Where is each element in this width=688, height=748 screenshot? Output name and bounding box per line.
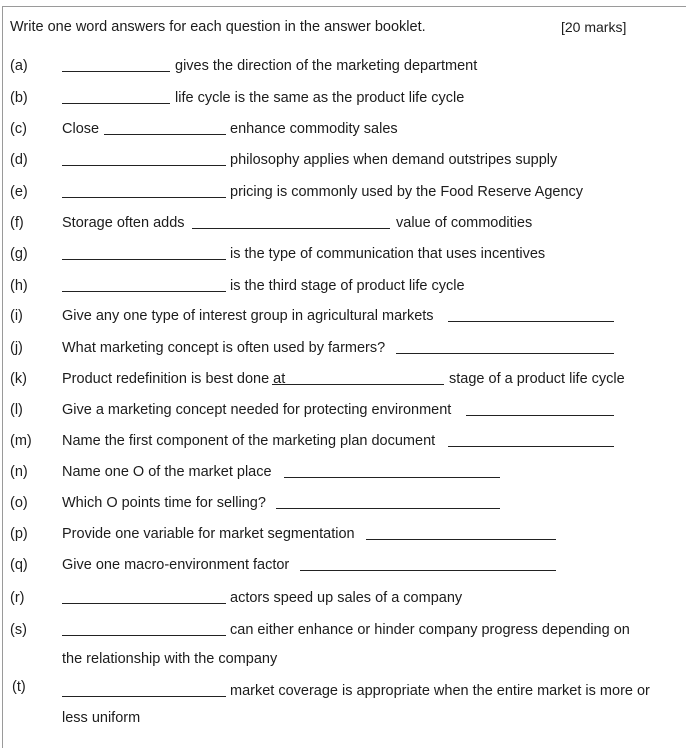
question-label: (l) <box>10 402 23 418</box>
question-label: (s) <box>10 622 27 638</box>
question-text: Provide one variable for market segmentation <box>62 526 355 542</box>
question-text: stage of a product life cycle <box>449 371 625 387</box>
question-text: gives the direction of the marketing department <box>175 58 478 74</box>
question-label: (m) <box>10 433 32 449</box>
question-label: (j) <box>10 340 23 356</box>
question-label: (e) <box>10 184 28 200</box>
question-m <box>0 433 688 455</box>
question-continuation: the relationship with the company <box>62 651 278 667</box>
answer-blank <box>300 570 556 571</box>
question-text: Name one O of the market place <box>62 464 272 480</box>
question-label: (g) <box>10 246 28 262</box>
question-label: (b) <box>10 90 28 106</box>
question-text: What marketing concept is often used by farmers? <box>62 340 386 356</box>
question-l <box>0 402 688 424</box>
answer-blank <box>276 508 500 509</box>
question-k <box>0 371 688 393</box>
answer-blank <box>62 635 226 636</box>
question-n <box>0 464 688 486</box>
question-text: is the third stage of product life cycle <box>230 278 465 294</box>
question-s <box>0 622 688 644</box>
answer-blank <box>104 134 226 135</box>
question-text: actors speed up sales of a company <box>230 590 463 606</box>
instruction-text: Write one word answers for each question in the answer booklet. <box>10 19 426 35</box>
answer-blank <box>366 539 556 540</box>
question-o <box>0 495 688 517</box>
question-text: philosophy applies when demand outstripes supply <box>230 152 558 168</box>
question-c <box>0 121 688 143</box>
question-prefix: Close <box>62 121 100 137</box>
question-q <box>0 557 688 579</box>
answer-blank <box>284 477 500 478</box>
question-b <box>0 90 688 112</box>
answer-blank <box>62 259 226 260</box>
question-text: Give a marketing concept needed for protecting environment <box>62 402 452 418</box>
question-label: (i) <box>10 308 23 324</box>
question-d <box>0 152 688 174</box>
question-label: (q) <box>10 557 28 573</box>
answer-blank <box>62 291 226 292</box>
question-text: can either enhance or hinder company progress depending on <box>230 622 630 638</box>
answer-blank <box>62 103 170 104</box>
answer-blank <box>272 384 444 385</box>
question-label: (k) <box>10 371 27 387</box>
answer-blank <box>396 353 614 354</box>
question-label: (d) <box>10 152 28 168</box>
question-text: pricing is commonly used by the Food Reserve Agency <box>230 184 584 200</box>
question-t <box>0 679 688 705</box>
question-a <box>0 58 688 80</box>
question-f <box>0 215 688 237</box>
question-text: is the type of communication that uses incentives <box>230 246 546 262</box>
question-label: (h) <box>10 278 28 294</box>
question-text: enhance commodity sales <box>230 121 398 137</box>
question-label: (r) <box>10 590 25 606</box>
answer-blank <box>448 321 614 322</box>
question-label: (c) <box>10 121 27 137</box>
answer-blank <box>62 165 226 166</box>
answer-blank <box>62 696 226 697</box>
question-i <box>0 308 688 330</box>
answer-blank <box>62 603 226 604</box>
question-h <box>0 278 688 300</box>
question-e <box>0 184 688 206</box>
question-text: Give any one type of interest group in agricultural markets <box>62 308 434 324</box>
question-label: (a) <box>10 58 28 74</box>
question-text: Which O points time for selling? <box>62 495 266 511</box>
question-label: (n) <box>10 464 28 480</box>
answer-blank <box>448 446 614 447</box>
question-g <box>0 246 688 268</box>
question-continuation: less uniform <box>62 710 141 726</box>
question-text: Give one macro-environment factor <box>62 557 290 573</box>
answer-blank <box>466 415 614 416</box>
question-label: (f) <box>10 215 24 231</box>
question-r <box>0 590 688 612</box>
question-p <box>0 526 688 548</box>
top-border <box>2 6 686 7</box>
question-prefix: Storage often adds <box>62 215 185 231</box>
question-label: (p) <box>10 526 28 542</box>
question-prefix: Product redefinition is best done at <box>62 371 286 387</box>
answer-blank <box>62 71 170 72</box>
question-text: Name the first component of the marketing plan document <box>62 433 436 449</box>
answer-blank <box>192 228 390 229</box>
question-text: value of commodities <box>396 215 533 231</box>
question-j <box>0 340 688 362</box>
question-text: life cycle is the same as the product life cycle <box>175 90 465 106</box>
question-label: (t) <box>12 679 26 695</box>
question-label: (o) <box>10 495 28 511</box>
answer-blank <box>62 197 226 198</box>
question-text: market coverage is appropriate when the entire market is more or <box>230 683 650 699</box>
marks-label: [20 marks] <box>561 19 627 35</box>
